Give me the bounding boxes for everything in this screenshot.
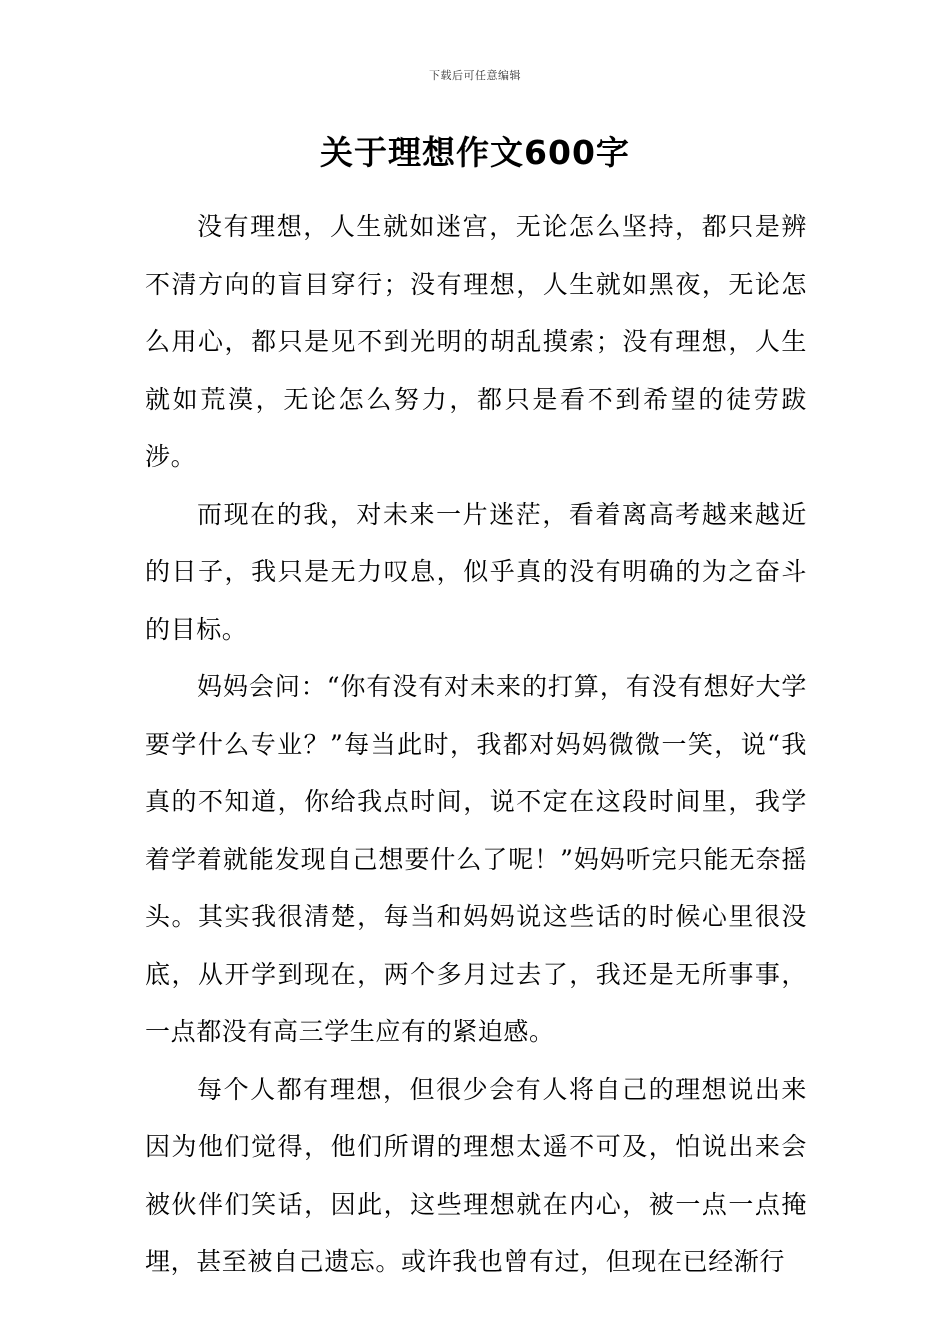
paragraph: 没有理想，人生就如迷宫，无论怎么坚持，都只是辨不清方向的盲目穿行；没有理想，人生就如黑夜，无论怎么用心，都只是见不到光明的胡乱摸索；没有理想，人生就如荒漠，无论怎么努力，都只是看不到希望的徒劳跋涉。 bbox=[145, 212, 807, 471]
page-title: 关于理想作文600字 bbox=[320, 133, 630, 172]
header-note: 下载后可任意编辑 bbox=[429, 69, 521, 82]
paragraph: 妈妈会问：“你有没有对未来的打算，有没有想好大学要学什么专业？”每当此时，我都对妈妈微微一笑，说“我真的不知道，你给我点时间，说不定在这段时间里，我学着学着就能发现自己想要什么了呢！”妈妈听完只能无奈摇头。其实我很清楚，每当和妈妈说这些话的时候心里很没底，从开学到现在，两个多月过去了，我还是无所事事，一点都没有高三学生应有的紧迫感。 bbox=[145, 672, 807, 1046]
paragraph: 而现在的我，对未来一片迷茫，看着离高考越来越近的日子，我只是无力叹息，似乎真的没有明确的为之奋斗的目标。 bbox=[145, 499, 807, 644]
paragraph: 每个人都有理想，但很少会有人将自己的理想说出来因为他们觉得，他们所谓的理想太遥不可及，怕说出来会被伙伴们笑话，因此，这些理想就在内心，被一点一点掩埋，甚至被自己遗忘。或许我也曾有过，但现在已经渐行 bbox=[145, 1074, 807, 1276]
essay-body bbox=[145, 198, 807, 1291]
